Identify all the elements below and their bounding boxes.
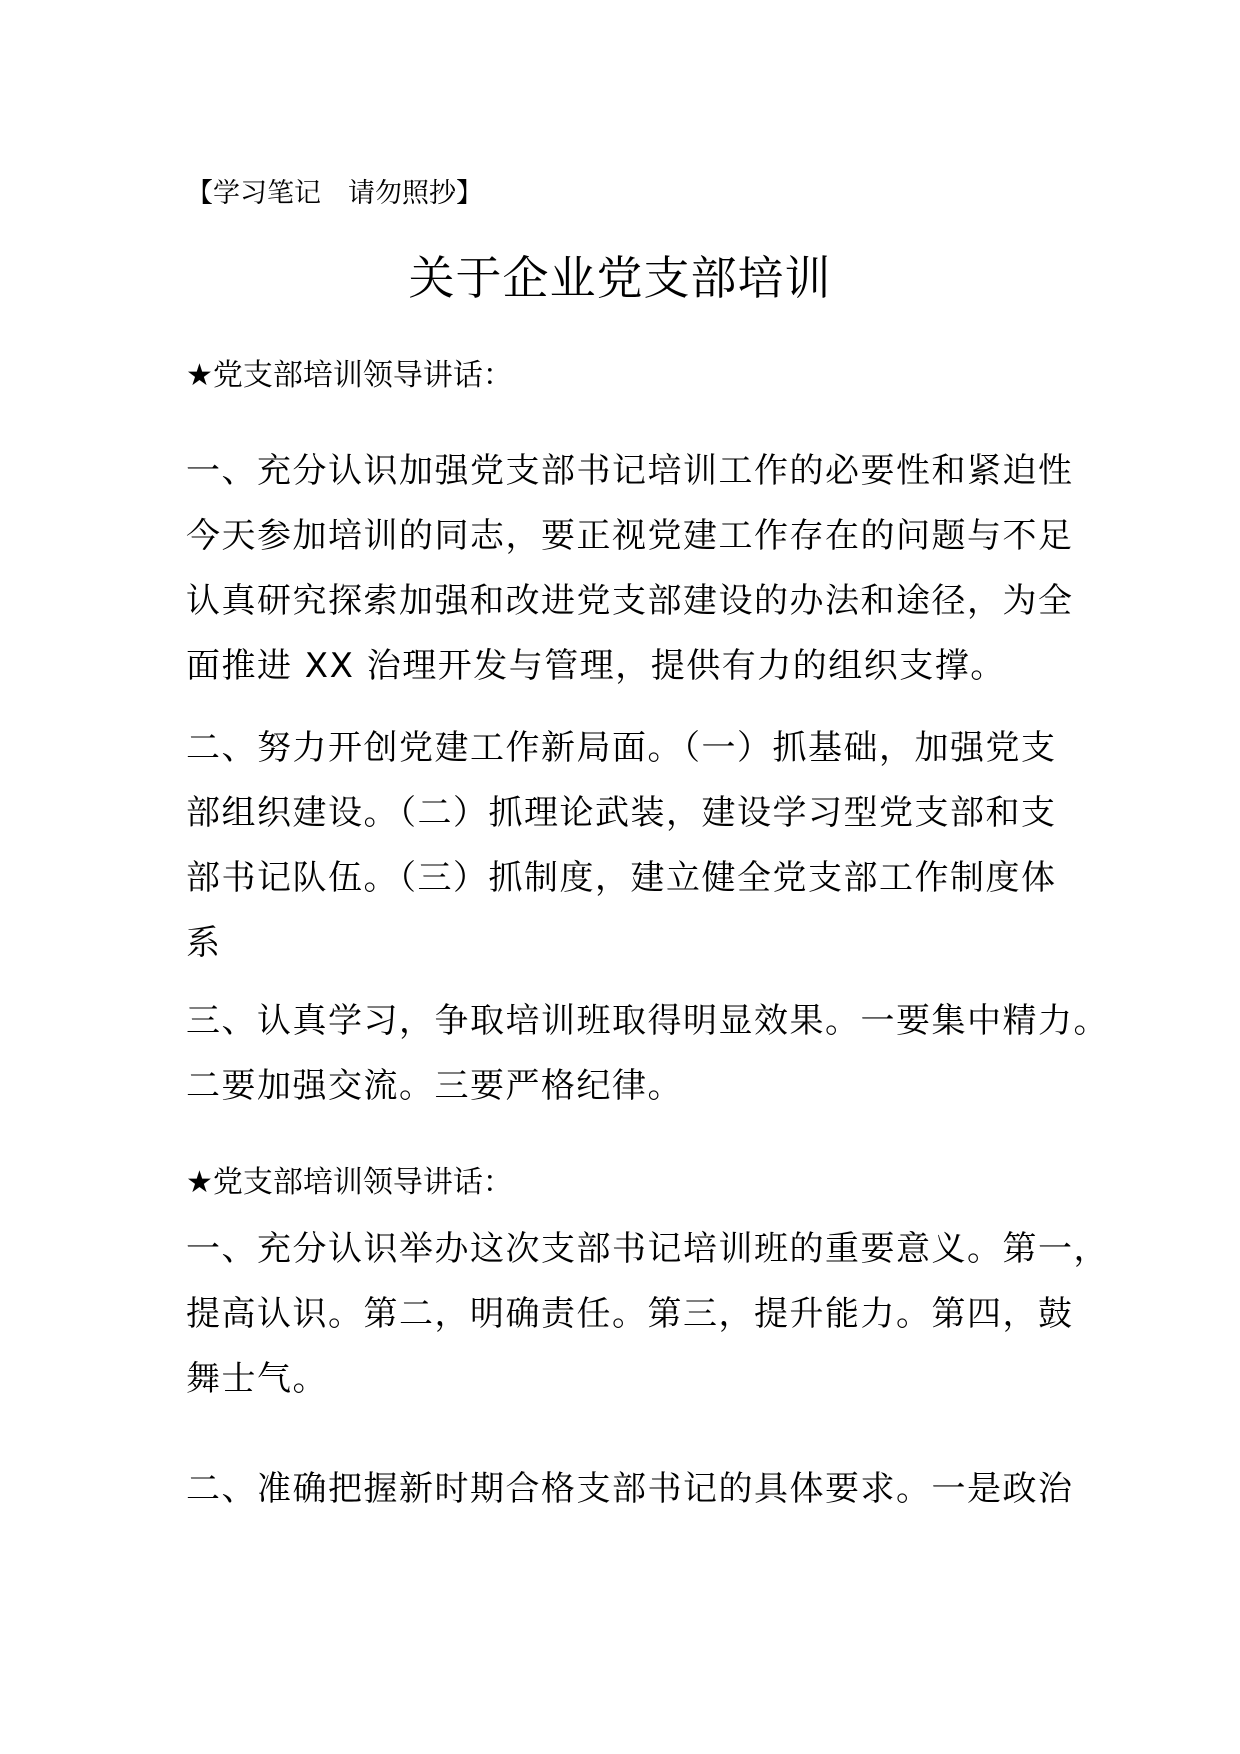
paragraph-line: 二、努力开创党建工作新局面。（一）抓基础，加强党支 xyxy=(186,728,1057,768)
paragraph-line: 三、认真学习，争取培训班取得明显效果。一要集中精力。 xyxy=(186,1001,1109,1041)
paragraph-line: 系 xyxy=(186,923,222,963)
paragraph xyxy=(186,1457,1074,1522)
section-heading: ★党支部培训领导讲话： xyxy=(186,1165,513,1200)
header-note: 【学习笔记 请勿照抄】 xyxy=(186,178,483,209)
paragraph-line: 部组织建设。（二）抓理论武装，建设学习型党支部和支 xyxy=(186,793,1057,833)
paragraph-line: 二要加强交流。三要严格纪律。 xyxy=(186,1066,683,1106)
document-title: 关于企业党支部培训 xyxy=(408,251,832,305)
paragraph xyxy=(186,1217,1109,1412)
paragraph-line: 舞士气。 xyxy=(186,1359,328,1399)
paragraph-line: 部书记队伍。（三）抓制度，建立健全党支部工作制度体 xyxy=(186,858,1057,898)
paragraph xyxy=(186,989,1109,1119)
paragraph-line: 面推进 XX 治理开发与管理，提供有力的组织支撑。 xyxy=(186,646,1006,686)
paragraph-line: 一、充分认识举办这次支部书记培训班的重要意义。第一， xyxy=(186,1229,1109,1269)
paragraph-line: 认真研究探索加强和改进党支部建设的办法和途径，为全 xyxy=(186,581,1074,621)
paragraph-line: 提高认识。第二，明确责任。第三，提升能力。第四，鼓 xyxy=(186,1294,1074,1334)
section-heading: ★党支部培训领导讲话： xyxy=(186,358,513,393)
paragraph-line: 二、准确把握新时期合格支部书记的具体要求。一是政治 xyxy=(186,1469,1074,1509)
paragraph xyxy=(186,716,1066,976)
paragraph xyxy=(186,439,1074,699)
paragraph-line: 一、充分认识加强党支部书记培训工作的必要性和紧迫性 xyxy=(186,451,1074,491)
paragraph-line: 今天参加培训的同志，要正视党建工作存在的问题与不足 xyxy=(186,516,1074,556)
